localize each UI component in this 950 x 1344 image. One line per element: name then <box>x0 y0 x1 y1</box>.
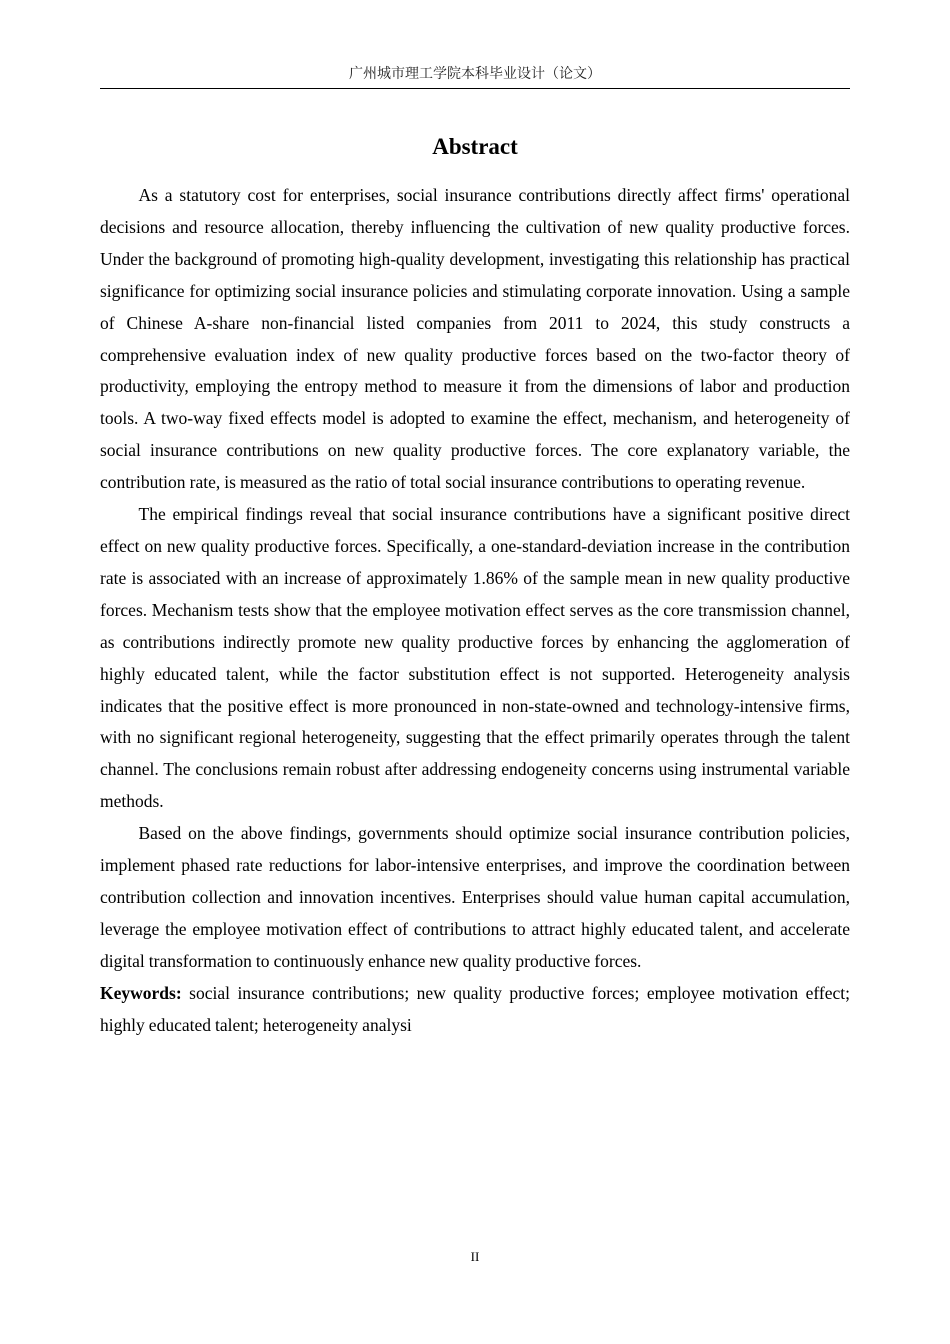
page-number: II <box>470 1249 480 1264</box>
abstract-body <box>100 180 850 1041</box>
keywords-label: Keywords: <box>100 982 182 1003</box>
abstract-paragraph-2: The empirical findings reveal that social insurance contributions have a significant positive direct effect on new quality productive forces. Specifically, a one-standard-deviation increase in the contribution rate is associated with an increase of approximately 1.86% of the sample mean in new quality productive forces. Mechanism tests show that the employee motivation effect serves as the core transmission channel, as contributions indirectly promote new quality productive forces by enhancing the agglomeration of highly educated talent, while the factor substitution effect is not supported. Heterogeneity analysis indicates that the positive effect is more pronounced in non-state-owned and technology-intensive firms, with no significant regional heterogeneity, suggesting that the effect primarily operates through the talent channel. The conclusions remain robust after addressing endogeneity concerns using instrumental variable methods. <box>100 504 850 812</box>
abstract-paragraph-1: As a statutory cost for enterprises, social insurance contributions directly affect firms' operational decisions and resource allocation, thereby influencing the cultivation of new quality productive forces. Under the background of promoting high-quality development, investigating this relationship has practical significance for optimizing social insurance policies and stimulating corporate innovation. Using a sample of Chinese A-share non-financial listed companies from 2011 to 2024, this study constructs a comprehensive evaluation index of new quality productive forces based on the two-factor theory of productivity, employing the entropy method to measure it from the dimensions of labor and production tools. A two-way fixed effects model is adopted to examine the effect, mechanism, and heterogeneity of social insurance contributions on new quality productive forces. The core explanatory variable, the contribution rate, is measured as the ratio of total social insurance contributions to operating revenue. <box>100 185 850 493</box>
keywords-text: social insurance contributions; new quality productive forces; employee motivation effect; highly educated talent; heterogeneity analysi <box>100 982 850 1035</box>
abstract-paragraph-3: Based on the above findings, governments should optimize social insurance contribution policies, implement phased rate reductions for labor-intensive enterprises, and improve the coordination between contribution collection and innovation incentives. Enterprises should value human capital accumulation, leverage the employee motivation effect of contributions to attract highly educated talent, and accelerate digital transformation to continuously enhance new quality productive forces. <box>100 823 850 971</box>
header-divider <box>100 88 850 89</box>
keywords-paragraph <box>100 978 850 1042</box>
running-header: 广州城市理工学院本科毕业设计（论文） <box>349 66 601 82</box>
abstract-title: Abstract <box>432 134 518 160</box>
